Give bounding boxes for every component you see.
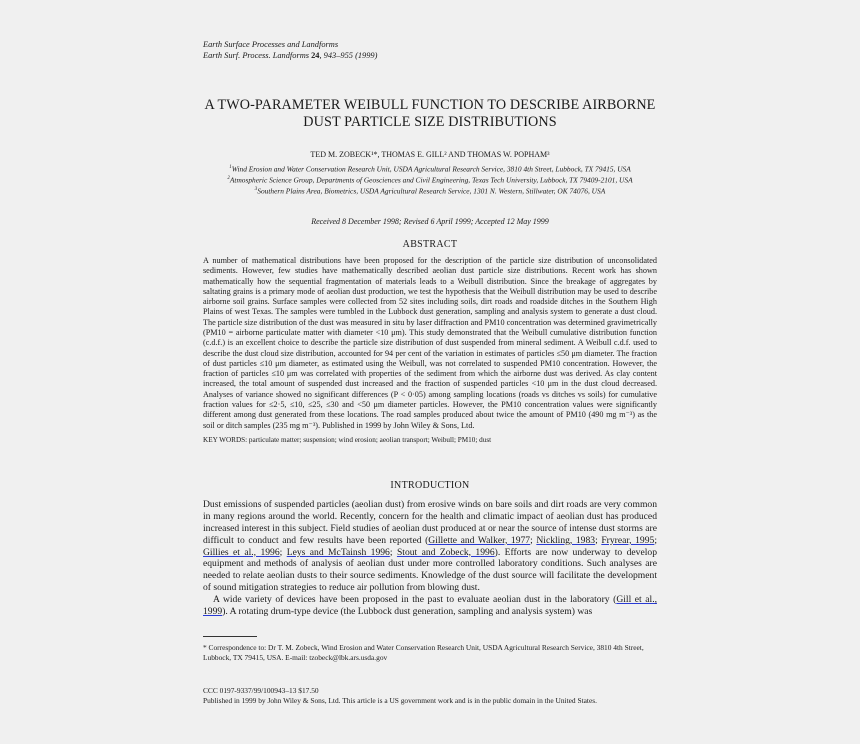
- citation-link[interactable]: Gillette and Walker, 1977: [428, 534, 531, 546]
- abstract-text: A number of mathematical distributions have been proposed for the description of the particle size distribution of unconsolidated sediments. However, few studies have mathematically described aeolian dust particle size distributions. Recent work has shown mathematically how the sequential fragmentation of materials leads to a Weibull distribution. Since the breakage of aggregates by saltating grains is a primary mode of aeolian dust production, we test the hypothesis that the Weibull distribution may be used to describe airborne soil grains. Surface samples were collected from 52 sites including soils, dirt roads and roadside ditches in the Southern High Plains of west Texas. The samples were tumbled in the Lubbock dust generation, sampling and analysis system to generate a dust cloud. The particle size distribution of the dust was measured in situ by laser diffraction and PM10 concentration was determined gravimetrically (PM10 = airborne particulate matter with diameter <10 μm). This study demonstrated that the Weibull cumulative distribution function (c.d.f.) is an excellent choice to describe the particle size distribution of dust suspended from mineral sediment. A Weibull c.d.f. used to describe the dust cloud size distribution, accounted for 94 per cent of the variation in estimates of particles ≤50 μm diameter. The fraction of dust particles ≤10 μm diameter, as estimated using the Weibull, was not correlated to suspended PM10 concentration. However, the fraction of particles ≤10 μm was correlated with properties of the sediment from which the airborne dust was derived. As clay content increased, the total amount of suspended dust increased and the fraction of suspended particles <10 μm in the dust cloud decreased. Analyses of variance showed no significant differences (P < 0·05) among sampling locations (roads vs ditches vs soils) for cumulative fraction values for ≤2·5, ≤10, ≤25, ≤30 and <50 μm diameter particles. However, the PM10 concentration values were significantly different among dust generated from these locations. The road samples produced about twice the amount of PM10 (490 mg m⁻³) as the soil or ditch samples (235 mg m⁻³). Published in 1999 by John Wiley & Sons, Ltd.: [203, 255, 657, 430]
- correspondence-footnote: * Correspondence to: Dr T. M. Zobeck, Wind Erosion and Water Conservation Research Unit, USDA Agricultural Research Service, 3810 4th Street, Lubbock, TX 79415, USA. E-mail: tzobeck@lbk.ars.usda.gov: [203, 643, 644, 662]
- author-list: TED M. ZOBECK¹*, THOMAS E. GILL² AND THOMAS W. POPHAM³: [310, 150, 550, 159]
- journal-volume: 24: [311, 50, 320, 60]
- affiliation-3: $^3$Southern Plains Area, Biometrics, USDA Agricultural Research Service, 1301 N. Western, Stillwater, OK 74076, USA: [254, 186, 606, 196]
- affiliation-2: $^2$Atmospheric Science Group, Departments of Geosciences and Civil Engineering, Texas Tech University, Lubbock, TX 79409-2101, USA: [227, 175, 633, 185]
- citation-link[interactable]: Fryrear, 1995: [601, 534, 655, 546]
- intro-paragraph-2: A wide variety of devices have been proposed in the past to evaluate aeolian dust in the laboratory (Gill et al., 1999). A rotating drum-type device (the Lubbock dust generation, sampling and analysis system) was: [203, 594, 657, 618]
- citation-link[interactable]: Leys and McTainsh 1996: [286, 546, 390, 558]
- citation-link[interactable]: Nickling, 1983: [536, 534, 596, 546]
- journal-header: [203, 40, 657, 61]
- copyright-notice: Published in 1999 by John Wiley & Sons, Ltd. This article is a US government work and is in the public domain in the United States.: [203, 695, 597, 705]
- journal-citation: Earth Surf. Process. Landforms 24, 943–955 (1999): [203, 50, 378, 60]
- keywords: KEY WORDS: particulate matter; suspension; wind erosion; aeolian transport; Weibull; PM10; dust: [203, 435, 492, 444]
- citation-link[interactable]: Gillies et al., 1996: [203, 546, 280, 558]
- affiliation-1: $^1$Wind Erosion and Water Conservation Research Unit, USDA Agricultural Research Service, 3810 4th Street, Lubbock, TX 79415, USA: [229, 164, 631, 174]
- footnote-rule: [203, 636, 257, 637]
- intro-paragraph-1: Dust emissions of suspended particles (aeolian dust) from erosive winds on bare soils and dirt roads are very common in many regions around the world. Recently, concern for the health and climatic impact of aeolian dust has produced increased interest in this subject. Field studies of aeolian dust produced at or near the source of intense dust storms are difficult to conduct and few results have been reported (Gillette and Walker, 1977; Nickling, 1983; Fryrear, 1995; Gillies et al., 1996; Leys and McTainsh 1996; Stout and Zobeck, 1996). Efforts are now underway to develop equipment and methods of analysis of aeolian dust under more controlled laboratory conditions. Such analyses are needed to relate aeolian dusts to their source sediments. Knowledge of the dust source will facilitate the development of sound mitigation strategies to reduce air pollution from blowing dust.: [203, 498, 658, 594]
- ccc-code: CCC 0197-9337/99/100943–13 $17.50: [203, 686, 319, 696]
- received-dates: Received 8 December 1998; Revised 6 April 1999; Accepted 12 May 1999: [311, 216, 549, 226]
- journal-name: Earth Surface Processes and Landforms: [203, 40, 339, 49]
- citation-link[interactable]: Stout and Zobeck, 1996: [396, 546, 495, 558]
- introduction-body: [203, 499, 657, 618]
- introduction-heading: INTRODUCTION: [390, 479, 470, 491]
- paper-title: A TWO-PARAMETER WEIBULL FUNCTION TO DESCRIBE AIRBORNE DUST PARTICLE SIZE DISTRIBUTIONS: [204, 97, 656, 130]
- affiliations: [203, 163, 657, 196]
- copyright-block: [203, 686, 657, 705]
- citation-link[interactable]: Gill et al., 1999: [203, 594, 657, 618]
- abstract-heading: ABSTRACT: [402, 238, 458, 250]
